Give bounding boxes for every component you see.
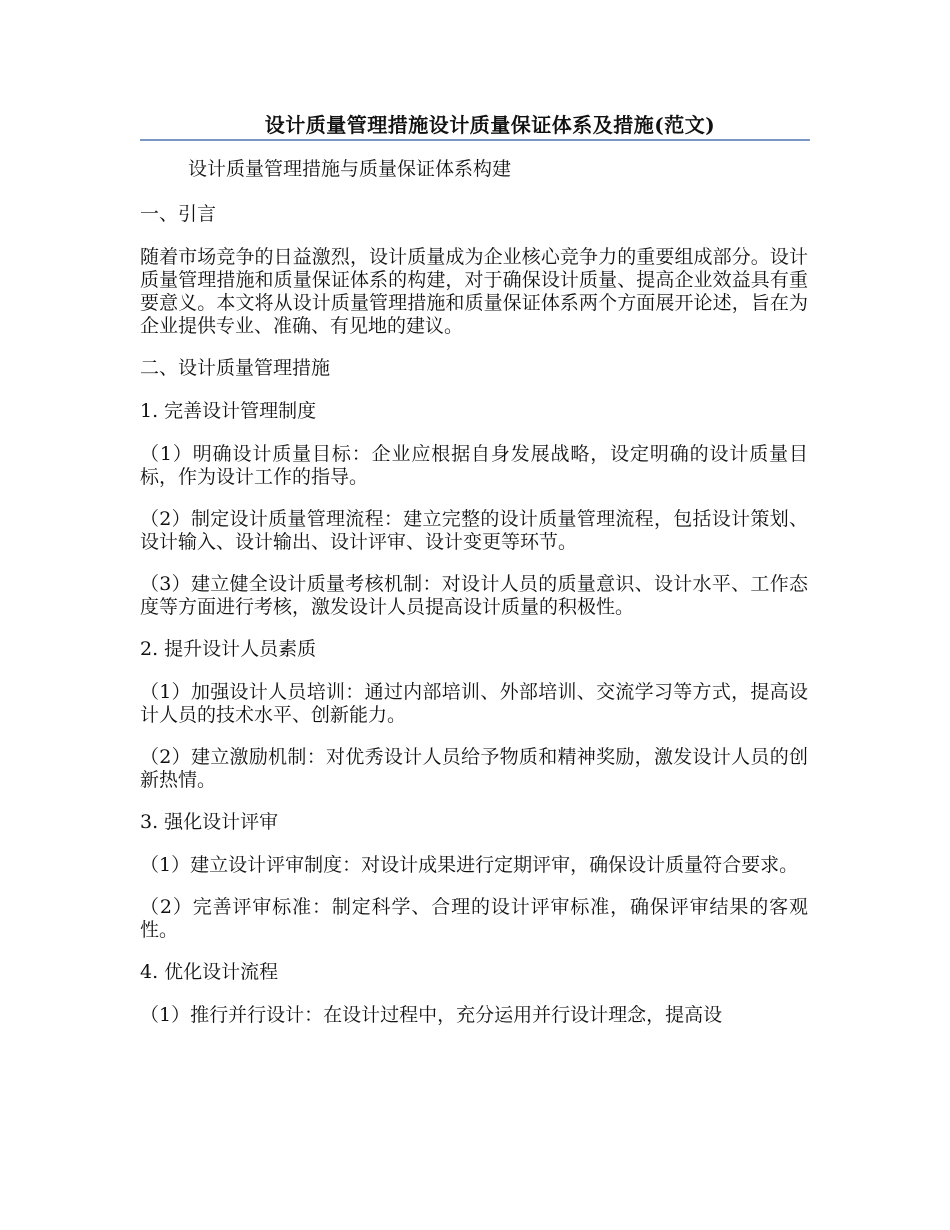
paragraph: （2）建立激励机制：对优秀设计人员给予物质和精神奖励，激发设计人员的创新热情。 xyxy=(140,746,808,791)
document-subtitle: 设计质量管理措施与质量保证体系构建 xyxy=(188,158,512,180)
subsection-heading: 3. 强化设计评审 xyxy=(140,811,279,833)
paragraph: （2）制定设计质量管理流程：建立完整的设计质量管理流程，包括设计策划、设计输入、设计输出、设计评审、设计变更等环节。 xyxy=(140,508,808,553)
subsection-heading: 4. 优化设计流程 xyxy=(140,961,279,983)
paragraph: （1）加强设计人员培训：通过内部培训、外部培训、交流学习等方式，提高设计人员的技术水平、创新能力。 xyxy=(140,681,808,726)
section-heading: 二、设计质量管理措施 xyxy=(140,357,331,379)
title-underline xyxy=(140,139,810,141)
paragraph: （2）完善评审标准：制定科学、合理的设计评审标准，确保评审结果的客观性。 xyxy=(140,896,808,941)
paragraph: （1）建立设计评审制度：对设计成果进行定期评审，确保设计质量符合要求。 xyxy=(140,854,799,876)
paragraph: 随着市场竞争的日益激烈，设计质量成为企业核心竞争力的重要组成部分。设计质量管理措施和质量保证体系的构建，对于确保设计质量、提高企业效益具有重要意义。本文将从设计质量管理措施和质量保证体系两个方面展开论述，旨在为企业提供专业、准确、有见地的建议。 xyxy=(140,246,808,337)
paragraph: （1）明确设计质量目标：企业应根据自身发展战略，设定明确的设计质量目标，作为设计工作的指导。 xyxy=(140,443,808,488)
subsection-heading: 1. 完善设计管理制度 xyxy=(140,400,317,422)
paragraph: （3）建立健全设计质量考核机制：对设计人员的质量意识、设计水平、工作态度等方面进行考核，激发设计人员提高设计质量的积极性。 xyxy=(140,573,808,618)
section-heading: 一、引言 xyxy=(140,203,217,225)
subsection-heading: 2. 提升设计人员素质 xyxy=(140,638,317,660)
paragraph: （1）推行并行设计：在设计过程中，充分运用并行设计理念，提高设 xyxy=(140,1004,723,1026)
document-title: 设计质量管理措施设计质量保证体系及措施(范文) xyxy=(264,113,716,137)
document-body xyxy=(140,158,808,1046)
